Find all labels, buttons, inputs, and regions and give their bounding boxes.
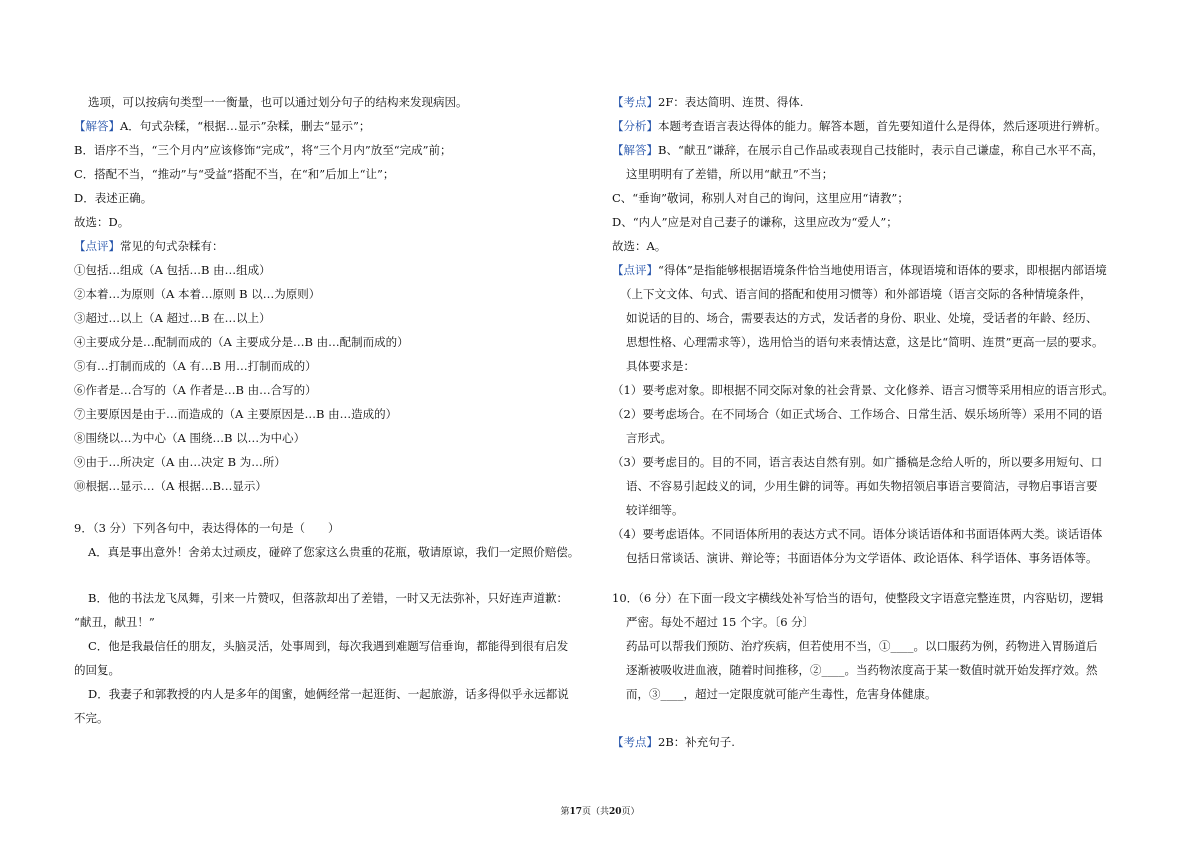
text-line: 故选：D。: [74, 215, 130, 229]
footer-prefix: 第: [560, 807, 570, 817]
text-line: 语、不容易引起歧义的词，少用生僻的词等。再如失物招领启事语言要简洁，寻物启事语言要: [626, 479, 1098, 493]
answer-line: [612, 142, 1104, 158]
answer-tag: 【解答】: [74, 119, 120, 133]
text-line: D、“内人”应是对自己妻子的谦称，这里应改为“爱人”；: [612, 215, 898, 229]
text-line: （4）要考虑语体。不同语体所用的表达方式不同。语体分谈话语体和书面语体两大类。谈话语体: [612, 527, 1103, 541]
question-9-option-b-cont: “献丑，献丑！”: [74, 615, 155, 629]
kaodian-line: [612, 94, 803, 110]
question-9-option-a: A．真是事出意外！舍弟太过顽皮，碰碎了您家这么贵重的花瓶，敬请原谅，我们一定照价赔偿。: [88, 545, 580, 559]
question-10-passage: 逐渐被吸收进血液，随着时间推移，②____。当药物浓度高于某一数值时就开始发挥疗效。然: [626, 663, 1098, 677]
list-item: ⑧围绕以…为中心（A 围绕…B 以…为中心）: [74, 431, 306, 445]
list-item: ⑦主要原因是由于…而造成的（A 主要原因是…B 由…造成的）: [74, 407, 398, 421]
question-9-stem: 9．（3 分）下列各句中，表达得体的一句是（ ）: [74, 521, 340, 535]
question-10-stem-cont: 严密。每处不超过 15 个字。〔6 分〕: [626, 615, 815, 629]
answer-text: A．句式杂糅，“根据…显示”杂糅，删去“显示”；: [120, 119, 371, 133]
footer-mid: 页（共: [581, 807, 609, 817]
total-pages: 20: [609, 807, 622, 817]
list-item: ⑤有…打制而成的（A 有…B 用…打制而成的）: [74, 359, 317, 373]
text-line: 如说话的目的、场合，需要表达的方式，发话者的身份、职业、处境，受话者的年龄、经历、: [626, 311, 1098, 325]
answer-line: [74, 118, 370, 134]
question-9-option-c: C．他是我最信任的朋友，头脑灵活，处事周到，每次我遇到难题写信垂询，都能得到很有启发: [88, 639, 569, 653]
analysis-text: 本题考查语言表达得体的能力。解答本题，首先要知道什么是得体，然后逐项进行辨析。: [658, 119, 1107, 133]
comment-tag: 【点评】: [74, 239, 120, 253]
comment-line: [74, 238, 224, 254]
kaodian-text: 2B：补充句子.: [658, 735, 735, 749]
kaodian-text: 2F：表达简明、连贯、得体.: [658, 95, 804, 109]
comment-text: 常见的句式杂糅有：: [120, 239, 224, 253]
page-footer: [0, 804, 1200, 817]
text-line: （3）要考虑目的。目的不同，语言表达自然有别。如广播稿是念给人听的，所以要多用短句、口: [612, 455, 1103, 469]
text-line: C．搭配不当，“推动”与“受益”搭配不当，在“和”后加上“让”；: [74, 167, 395, 181]
text-line: C、“垂询”敬词，称别人对自己的询问，这里应用“请教”；: [612, 191, 909, 205]
analysis-line: [612, 118, 1107, 134]
list-item: ①包括…组成（A 包括…B 由…组成）: [74, 263, 271, 277]
answer-text: B、“献丑”谦辞，在展示自己作品或表现自己技能时，表示自己谦虚，称自己水平不高，: [658, 143, 1104, 157]
list-item: ⑩根据…显示…（A 根据…B…显示）: [74, 479, 267, 493]
question-10-passage: 而，③____，超过一定限度就可能产生毒性，危害身体健康。: [626, 687, 937, 701]
question-10-stem: 10．（6 分）在下面一段文字横线处补写恰当的语句，使整段文字语意完整连贯，内容贴切，逻辑: [612, 591, 1104, 605]
text-line: B．语序不当，“三个月内”应该修饰“完成”，将“三个月内”放至“完成”前；: [74, 143, 452, 157]
list-item: ②本着…为原则（A 本着…原则 B 以…为原则）: [74, 287, 321, 301]
analysis-tag: 【分析】: [612, 119, 658, 133]
answer-tag: 【解答】: [612, 143, 658, 157]
list-item: ③超过…以上（A 超过…B 在…以上）: [74, 311, 271, 325]
comment-text: “得体”是指能够根据语境条件恰当地使用语言，体现语境和语体的要求，即根据内部语境: [658, 263, 1107, 277]
text-line: 故选：A。: [612, 239, 667, 253]
text-line: 思想性格、心理需求等），选用恰当的语句来表情达意，这是比“简明、连贯”更高一层的要求。: [626, 335, 1104, 349]
question-9-option-b: B．他的书法龙飞凤舞，引来一片赞叹，但落款却出了差错，一时又无法弥补，只好连声道歉：: [88, 591, 568, 605]
text-line: D．表述正确。: [74, 191, 153, 205]
question-9-option-d-cont: 不完。: [74, 711, 109, 725]
text-line: 这里明明有了差错，所以用“献丑”不当；: [626, 167, 834, 181]
text-line: 言形式。: [626, 431, 672, 445]
footer-suffix: 页）: [621, 807, 640, 817]
question-10-passage: 药品可以帮我们预防、治疗疾病，但若使用不当，①____。以口服药为例，药物进入胃肠道后: [626, 639, 1098, 653]
list-item: ④主要成分是…配制而成的（A 主要成分是…B 由…配制而成的）: [74, 335, 409, 349]
text-line: 包括日常谈话、演讲、辩论等；书面语体分为文学语体、政论语体、科学语体、事务语体等。: [626, 551, 1098, 565]
comment-line: [612, 262, 1107, 278]
kaodian-tag: 【考点】: [612, 95, 658, 109]
text-line: （2）要考虑场合。在不同场合（如正式场合、工作场合、日常生活、娱乐场所等）采用不同的语: [612, 407, 1103, 421]
text-line: 较详细等。: [626, 503, 684, 517]
text-line: （上下文文体、句式、语言间的搭配和使用习惯等）和外部语境（语言交际的各种情境条件，: [620, 287, 1092, 301]
page-number: 17: [569, 807, 582, 817]
list-item: ⑨由于…所决定（A 由…决定 B 为…所）: [74, 455, 286, 469]
question-9-option-d: D．我妻子和郭教授的内人是多年的闺蜜，她俩经常一起逛街、一起旅游，话多得似乎永远都说: [88, 687, 569, 701]
list-item: ⑥作者是…合写的（A 作者是…B 由…合写的）: [74, 383, 317, 397]
text-line: 选项，可以按病句类型一一衡量，也可以通过划分句子的结构来发现病因。: [88, 95, 468, 109]
kaodian-tag: 【考点】: [612, 735, 658, 749]
comment-tag: 【点评】: [612, 263, 658, 277]
text-line: （1）要考虑对象。即根据不同交际对象的社会背景、文化修养、语言习惯等采用相应的语言形式。: [612, 383, 1114, 397]
question-9-option-c-cont: 的回复。: [74, 663, 120, 677]
kaodian-line: [612, 734, 735, 750]
text-line: 具体要求是：: [626, 359, 695, 373]
